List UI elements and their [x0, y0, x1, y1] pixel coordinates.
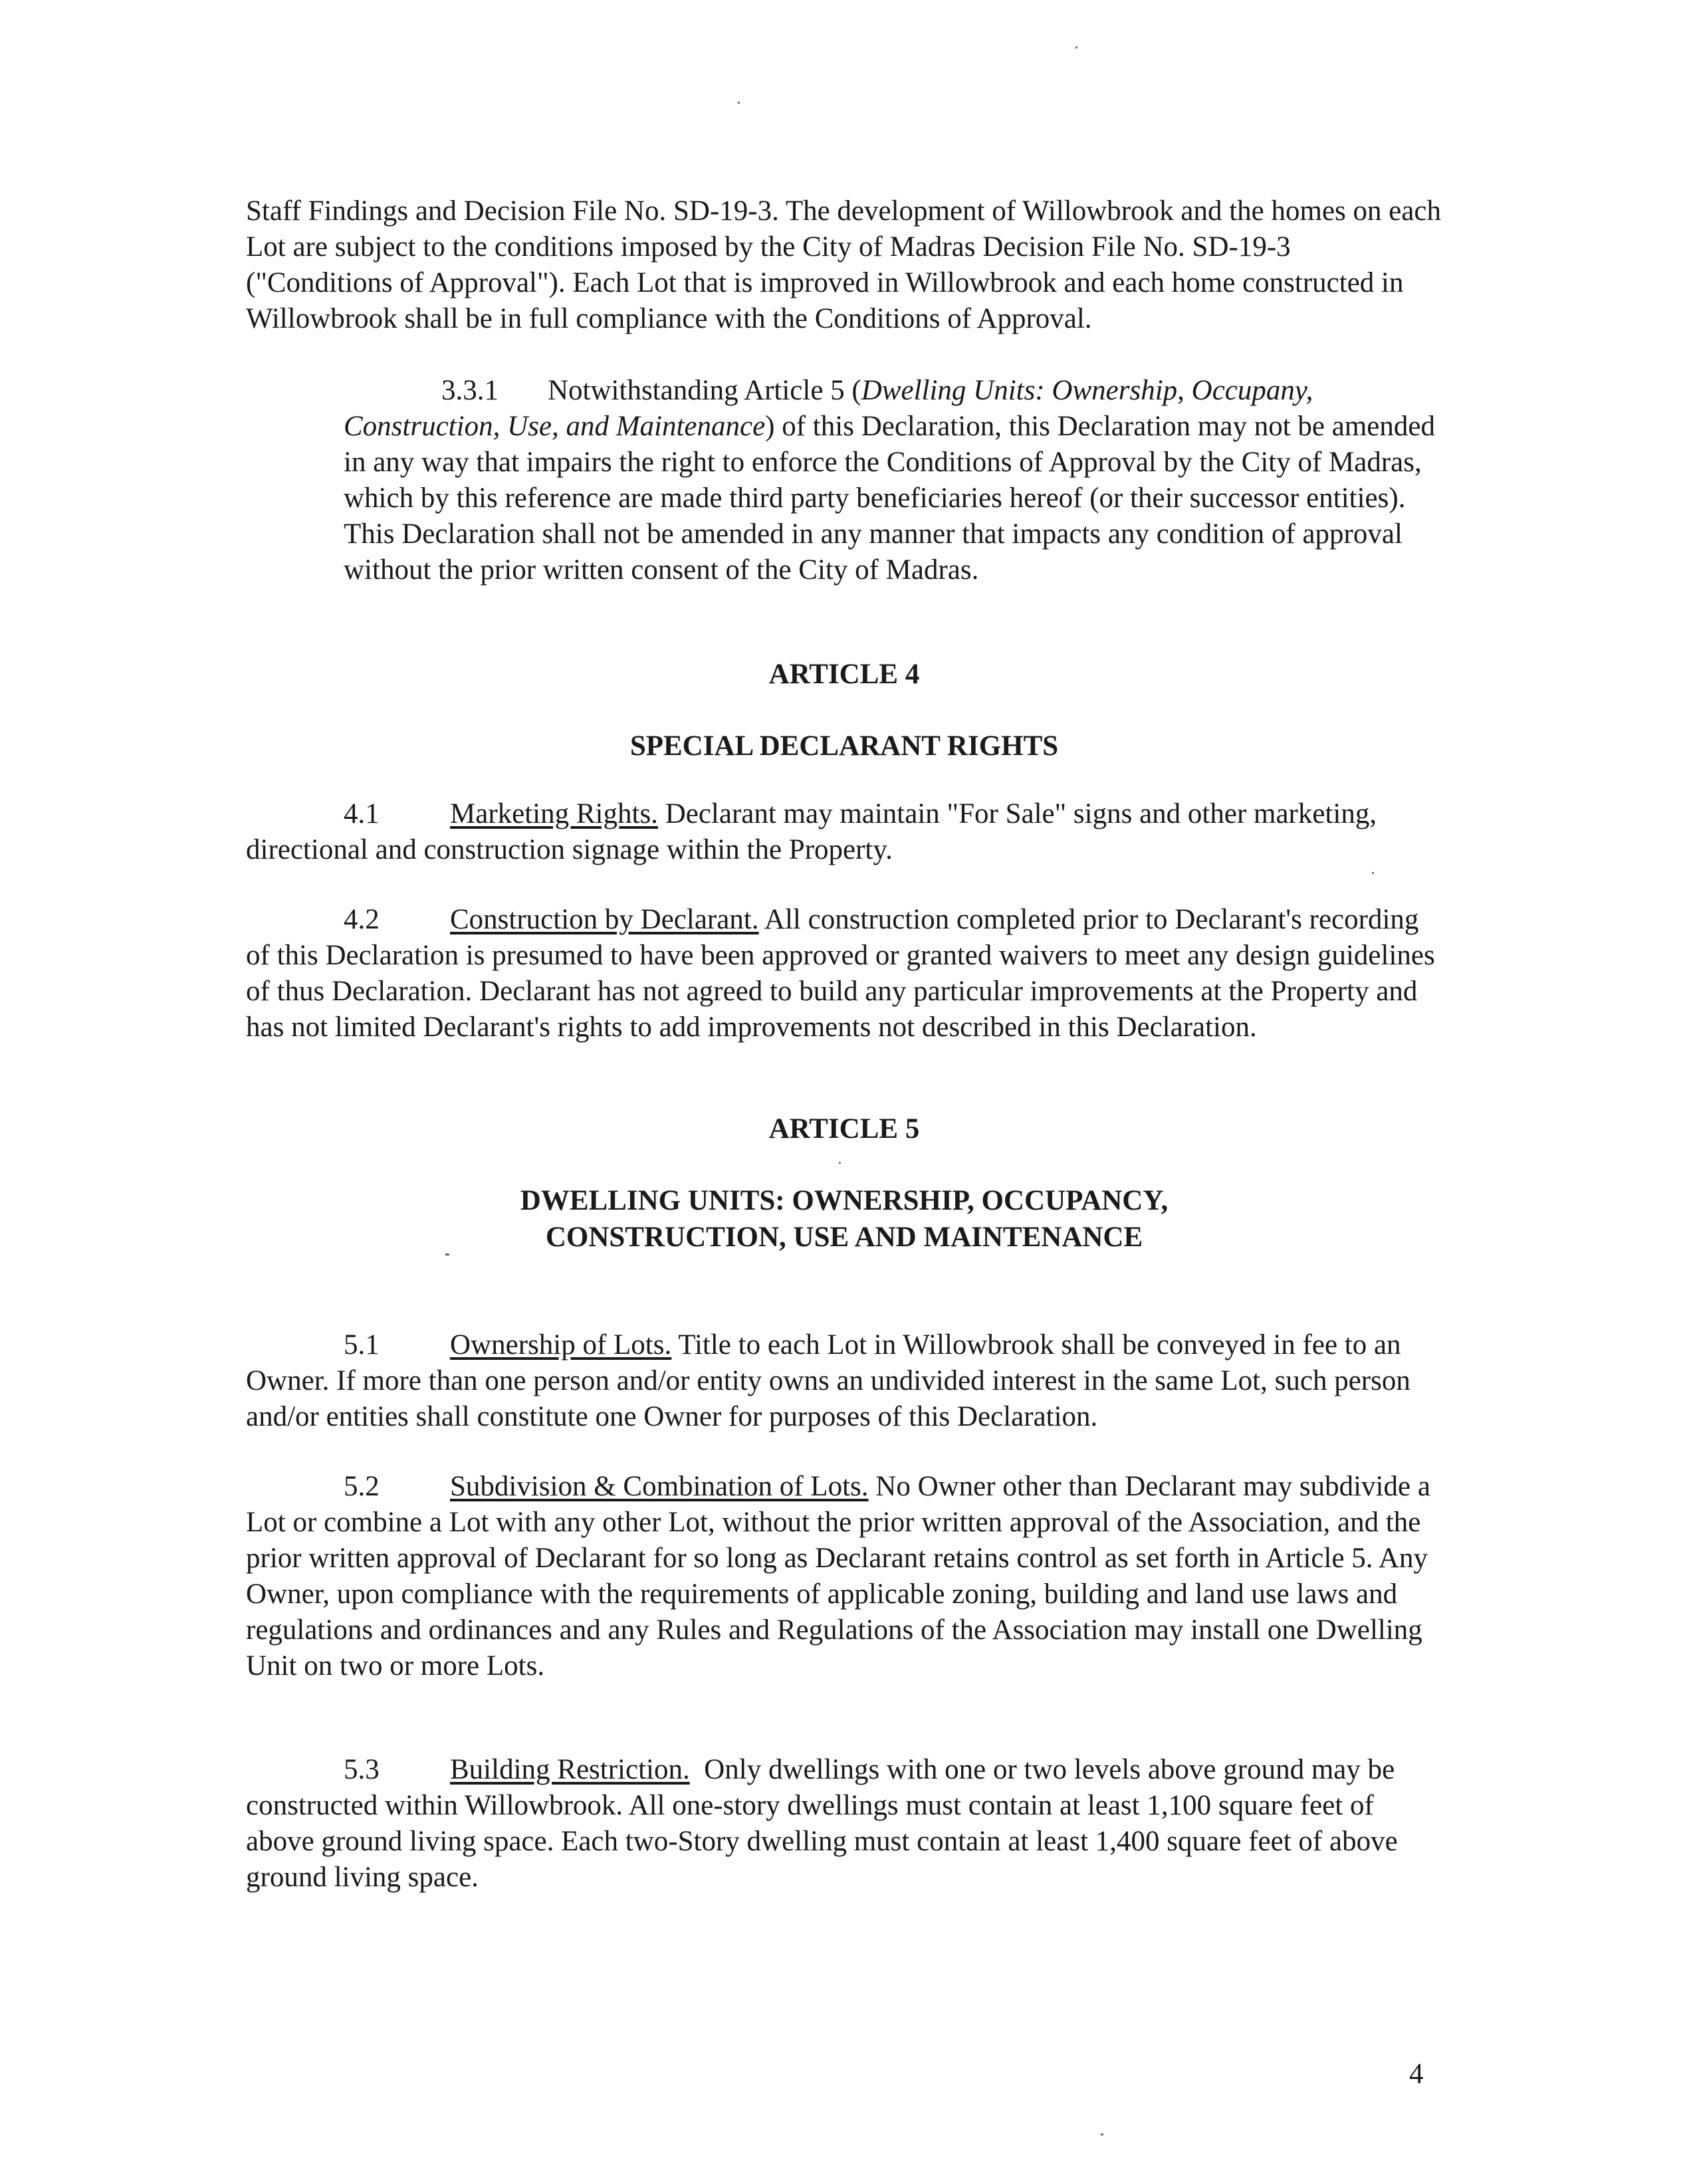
section-title: Marketing Rights.: [450, 798, 658, 829]
article-4-heading: ARTICLE 4: [768, 659, 920, 690]
section-number: 4.2: [344, 904, 380, 935]
section-title: Building Restriction.: [450, 1754, 690, 1785]
scan-speck: [1372, 872, 1374, 874]
scan-speck: [738, 102, 740, 104]
section-number: 5.3: [344, 1754, 380, 1785]
section-5-2: [246, 1469, 1442, 1684]
section-body-text: Title to each Lot in Willowbrook shall be conveyed in fee to an Owner. If more than one person and/or entity owns an undivided interest in the same Lot, such person and/or entities shall constitute one Owner for purposes of this Declaration.: [246, 1329, 1410, 1432]
section-number: 5.2: [344, 1471, 380, 1502]
section-body-text: Declarant may maintain "For Sale" signs and other marketing, directional and construction signage within the Property.: [246, 798, 1377, 865]
article-5-title-line-1: DWELLING UNITS: OWNERSHIP, OCCUPANCY,: [520, 1185, 1169, 1216]
scan-speck: [839, 1162, 841, 1164]
section-4-1: [246, 796, 1442, 868]
page-number: 4: [1409, 2058, 1424, 2090]
section-number: 5.1: [344, 1329, 380, 1361]
article-5-heading: ARTICLE 5: [768, 1113, 920, 1145]
section-italic-text: Dwelling Units: Ownership, Occupany, Construction, Use, and Maintenance: [344, 375, 1313, 442]
section-body-text: No Owner other than Declarant may subdivide a Lot or combine a Lot with any other Lot, without the prior written approval of the Association, and the prior written approval of Declarant for so long as Declarant retains control as set forth in Article 5. Any Owner, upon compliance with the requirements of applicable zoning, building and land use laws and regulations and ordinances and any Rules and Regulations of the Association may install one Dwelling Unit on two or more Lots.: [246, 1471, 1430, 1682]
article-5-title-line-2: CONSTRUCTION, USE AND MAINTENANCE: [545, 1222, 1143, 1253]
section-lead-text: Notwithstanding Article 5 (: [548, 375, 861, 406]
section-title: Subdivision & Combination of Lots.: [450, 1471, 869, 1502]
scan-speck: [1075, 47, 1077, 49]
intro-text: Staff Findings and Decision File No. SD-19-3. The development of Willowbrook and the homes on each Lot are subject to the conditions imposed by the City of Madras Decision File No. SD-19-3 ("Conditions of Approval"). Each Lot that is improved in Willowbrook and each home constructed in Willowbrook shall be in full compliance with the Conditions of Approval.: [246, 195, 1442, 334]
section-number: 3.3.1: [441, 375, 499, 406]
section-number: 4.1: [344, 798, 380, 829]
section-4-2: [246, 902, 1442, 1045]
section-body-text: Only dwellings with one or two levels above ground may be constructed within Willowbrook. All one-story dwellings must contain at least 1,100 square feet of above ground living space. Each two-Story dwelling must contain at least 1,400 square feet of above ground living space.: [246, 1754, 1405, 1893]
article-4-title: SPECIAL DECLARANT RIGHTS: [629, 730, 1059, 762]
section-body-text: ) of this Declaration, this Declaration may not be amended in any way that impairs the right to enforce the Conditions of Approval by the City of Madras, which by this reference are made third party beneficiaries hereof (or their successor entities). This Declaration shall not be amended in any manner that impacts any condition of approval without the prior written consent of the City of Madras.: [344, 411, 1435, 586]
section-title: Ownership of Lots.: [450, 1329, 672, 1361]
scan-speck: [1101, 2133, 1103, 2135]
section-3-3-1: [344, 373, 1442, 588]
section-5-3: [246, 1752, 1442, 1896]
intro-paragraph: [246, 193, 1442, 337]
section-5-1: [246, 1327, 1442, 1435]
section-body-text: All construction completed prior to Declarant's recording of this Declaration is presumed to have been approved or granted waivers to meet any design guidelines of thus Declaration. Declarant has not agreed to build any particular improvements at the Property and has not limited Declarant's rights to add improvements not described in this Declaration.: [246, 904, 1435, 1043]
section-title: Construction by Declarant.: [450, 904, 759, 935]
